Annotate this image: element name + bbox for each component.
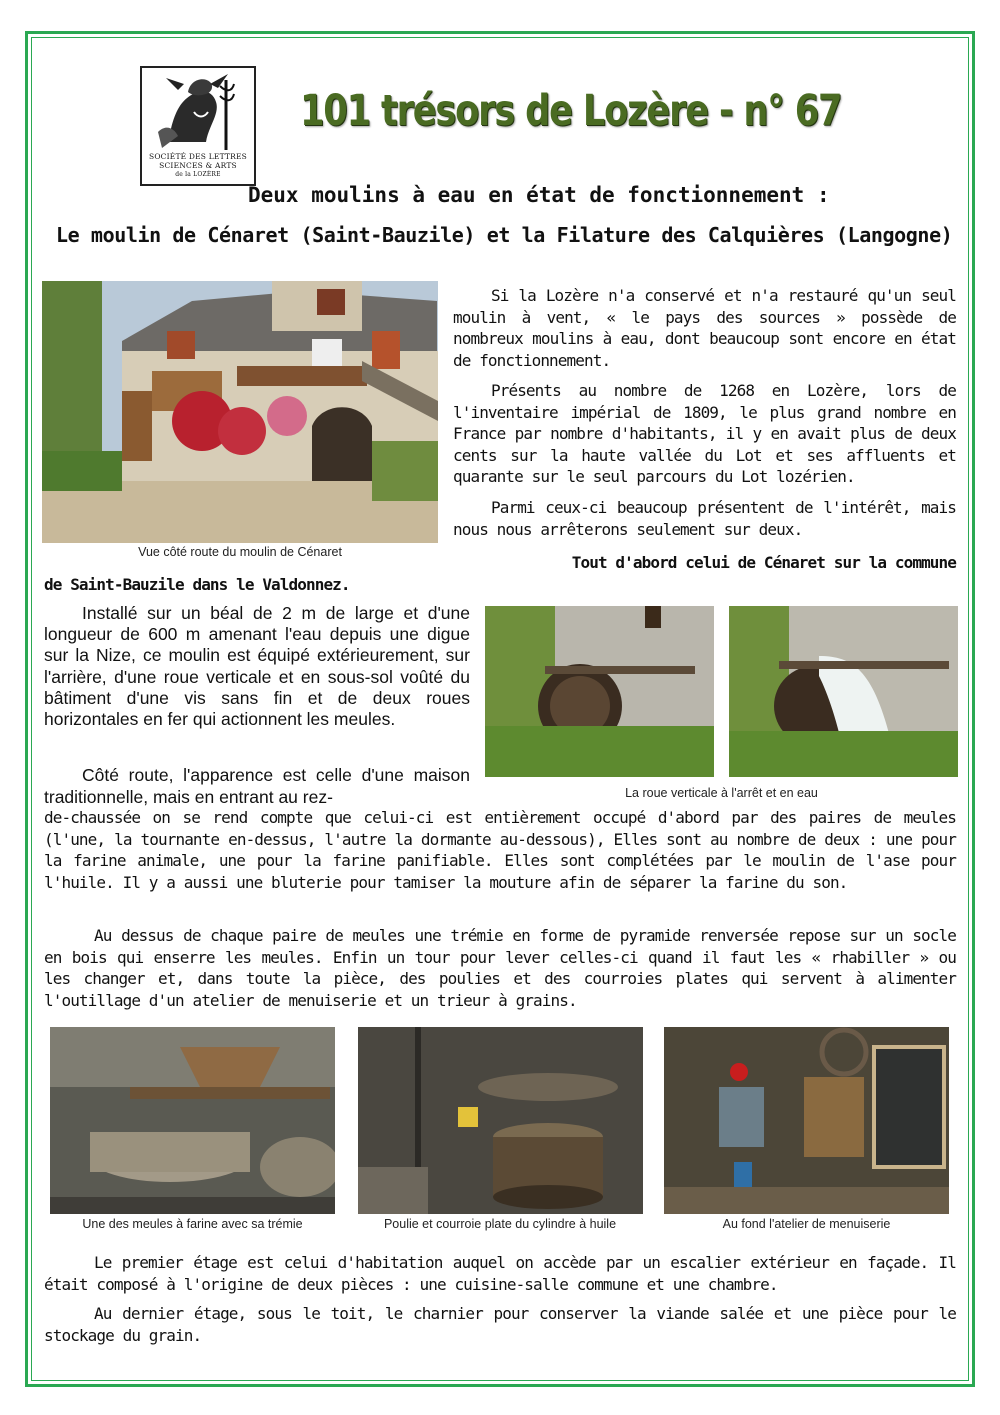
caption-photo-2: La roue verticale à l'arrêt et en eau: [625, 786, 818, 800]
photo-pulley-belt: [358, 1027, 643, 1214]
caption-photo-3: Une des meules à farine avec sa trémie: [82, 1217, 303, 1231]
photo-millstone-hopper: [50, 1027, 335, 1214]
photo-wheel-stopped: [485, 606, 714, 777]
paragraph-intro-2: Présents au nombre de 1268 en Lozère, lors de l'inventaire impérial de 1809, le plus grand nombre en France par nombre d'habitants, il y en avait plus de deux cents sur la haute vallée du Lot et ses affluents et quarante sur le seul parcours du Lot lozérien.: [453, 381, 956, 486]
subtitle: Deux moulins à eau en état de fonctionnement :: [248, 183, 830, 207]
caption-photo-5: Au fond l'atelier de menuiserie: [722, 1217, 891, 1231]
section-heading-part-1: Tout d'abord celui de Cénaret sur la commune: [571, 553, 956, 572]
paragraph-dernier-etage: Au dernier étage, sous le toit, le charnier pour conserver la viande salée et une pièce pour le stockage du grain.: [44, 1304, 956, 1345]
paragraph-intro-1: Si la Lozère n'a conservé et n'a restauré qu'un seul moulin à vent, « le pays des sources » possède de nombreux moulins à eau, dont beaucoup sont encore en état de fonctionnement.: [453, 286, 956, 370]
photo-wheel-running: [729, 606, 958, 777]
logo-line-3: de la LOZÈRE: [175, 171, 221, 178]
logo-line-2: SCIENCES & ARTS: [159, 161, 237, 170]
paragraph-premier-etage: Le premier étage est celui d'habitation auquel on accède par un escalier extérieur en façade. Il était composé à l'origine de deux pièces : une cuisine-salle commune et une chambre.: [44, 1253, 956, 1294]
page-title: 101 trésors de Lozère - n° 67: [300, 86, 842, 136]
paragraph-intro-3: Parmi ceux-ci beaucoup présentent de l'intérêt, mais nous nous arrêterons seulement sur deux.: [453, 498, 956, 539]
figure-emblem-icon: [148, 72, 248, 152]
section-heading-part-2: de Saint-Bauzile dans le Valdonnez.: [44, 575, 350, 594]
society-logo: [140, 66, 256, 186]
paragraph-installe: Installé sur un béal de 2 m de large et d'une longueur de 600 m amenant l'eau depuis une digue sur la Nize, ce moulin est équipé extérieurement, sur l'arrière, d'une roue verticale et en sous-sol voûté du bâtiment d'une vis sans fin et de deux roues horizontales en fer qui actionnent les meules.: [44, 603, 470, 730]
paragraph-au-dessus: Au dessus de chaque paire de meules une trémie en forme de pyramide renversée repose sur un socle en bois qui enserre les meules. Enfin un tour pour lever celles-ci quand il faut les « rhabiller » ou les changer et, dans toute la pièce, des poulies et des courroies plates qui servent à alimenter l'outillage d'un atelier de menuiserie et un trieur à grains.: [44, 926, 956, 1010]
logo-line-1: SOCIÉTÉ DES LETTRES: [149, 152, 247, 161]
caption-photo-1: Vue côté route du moulin de Cénaret: [138, 545, 342, 559]
photo-carpentry-workshop: [664, 1027, 949, 1214]
paragraph-cote-route-start: Côté route, l'apparence est celle d'une maison traditionnelle, mais en entrant au rez-: [44, 765, 470, 807]
photo-mill-road-view: [42, 281, 438, 543]
caption-photo-4: Poulie et courroie plate du cylindre à huile: [383, 1217, 617, 1231]
subtitle-2: Le moulin de Cénaret (Saint-Bauzile) et la Filature des Calquières (Langogne): [56, 223, 953, 247]
paragraph-cote-route-rest: de-chaussée on se rend compte que celui-ci est entièrement occupé d'abord par des paires de meules (l'une, la tournante en-dessus, l'autre la dormante au-dessous), Elles sont au nombre de deux : une pour la farine animale, une pour la farine panifiable. Elles sont complétées par le moulin de l'ase pour l'huile. Il y a aussi une bluterie pour tamiser la mouture afin de séparer la farine du son.: [44, 808, 956, 892]
logo-caption: [144, 152, 252, 179]
